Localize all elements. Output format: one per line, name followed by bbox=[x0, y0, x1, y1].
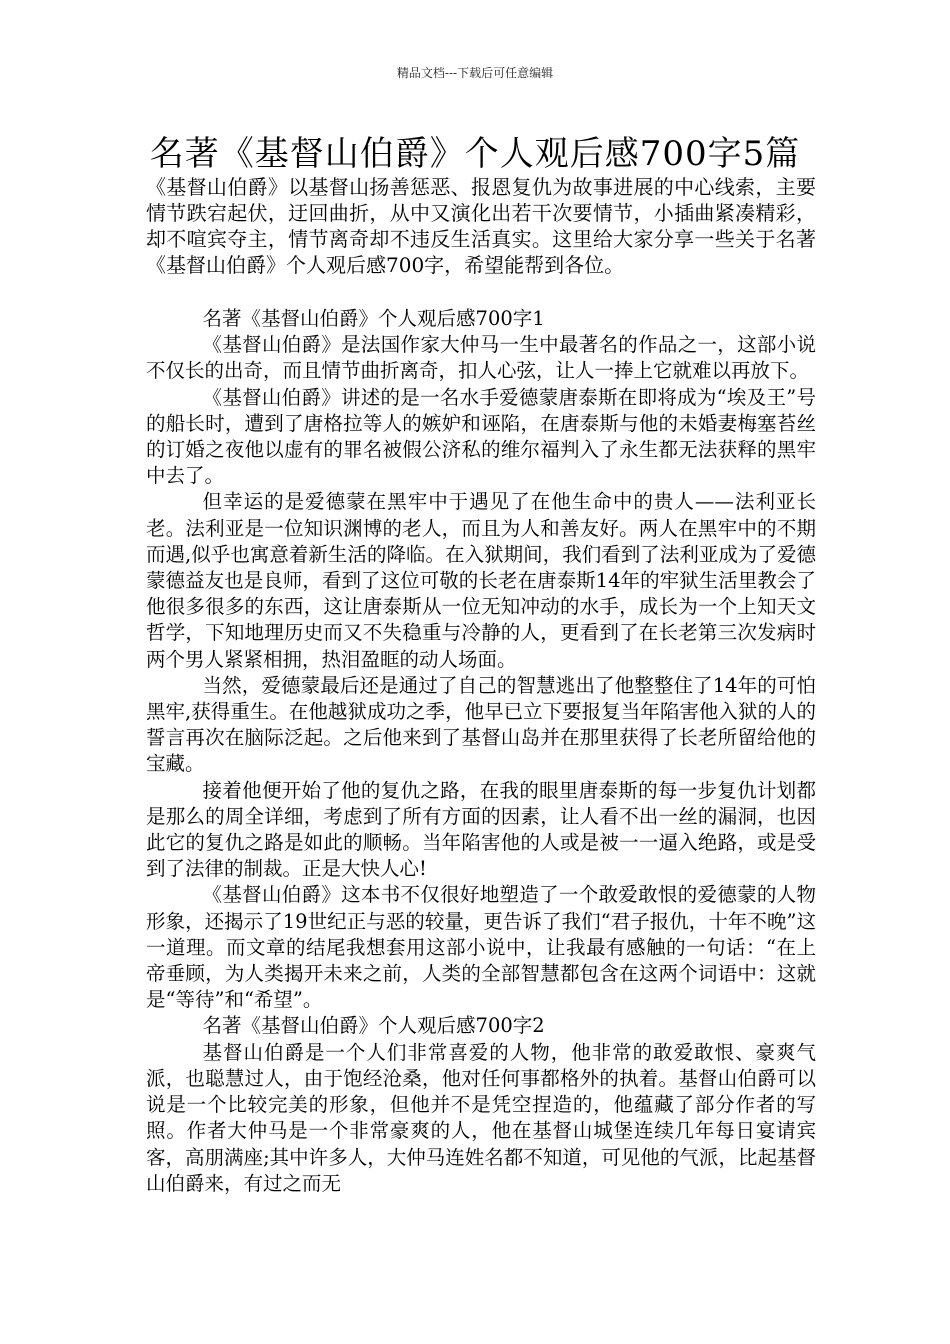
paragraph: 基督山伯爵是一个人们非常喜爱的人物，他非常的敢爱敢恨、豪爽气派，也聪慧过人，由于饱经沧桑，他对任何事都格外的执着。基督山伯爵可以说是一个比较完美的形象，但他并不是凭空捏造的，他蕴藏了部分作者的写照。作者大仲马是一个非常豪爽的人，他在基督山城堡连续几年每日宴请宾客，高朋满座;其中许多人，大仲马连姓名都不知道，可见他的气派，比起基督山伯爵来，有过之而无 bbox=[146, 1040, 816, 1195]
paragraph: 接着他便开始了他的复仇之路，在我的眼里唐泰斯的每一步复仇计划都是那么的周全详细，考虑到了所有方面的因素，让人看不出一丝的漏洞，也因此它的复仇之路是如此的顺畅。当年陷害他的人或是被一一逼入绝路，或是受到了法律的制裁。正是大快人心! bbox=[146, 778, 816, 881]
section-heading-1: 名著《基督山伯爵》个人观后感700字1 bbox=[202, 307, 545, 330]
paragraph: 《基督山伯爵》是法国作家大仲马一生中最著名的作品之一，这部小说不仅长的出奇，而且情节曲折离奇，扣人心弦，让人一捧上它就难以再放下。 bbox=[146, 333, 816, 383]
section-heading-2: 名著《基督山伯爵》个人观后感700字2 bbox=[202, 1014, 545, 1038]
page-header: 精品文档---下载后可任意编辑 bbox=[396, 66, 554, 80]
paragraph: 《基督山伯爵》讲述的是一名水手爱德蒙唐泰斯在即将成为“埃及王”号的船长时，遭到了唐格拉等人的嫉妒和诬陷，在唐泰斯与他的未婚妻梅塞苔丝的订婚之夜他以虚有的罪名被假公济私的维尔福判入了永生都无法获释的黑牢中去了。 bbox=[146, 385, 816, 488]
paragraph: 当然，爱德蒙最后还是通过了自己的智慧逃出了他整整住了14年的可怕黑牢,获得重生。在他越狱成功之季，他早已立下要报复当年陷害他入狱的人的誓言再次在脑际泛起。之后他来到了基督山岛并在那里获得了长老所留给他的宝藏。 bbox=[146, 673, 816, 776]
intro-paragraph: 《基督山伯爵》以基督山扬善惩恶、报恩复仇为故事进展的中心线索，主要情节跌宕起伏，迂回曲折，从中又演化出若干次要情节，小插曲紧凑精彩，却不喧宾夺主，情节离奇却不违反生活真实。这里给大家分享一些关于名著《基督山伯爵》个人观后感700字，希望能帮到各位。 bbox=[146, 175, 816, 277]
paragraph: 但幸运的是爱德蒙在黑牢中于遇见了在他生命中的贵人——法利亚长老。法利亚是一位知识渊博的老人，而且为人和善友好。两人在黑牢中的不期而遇,似乎也寓意着新生活的降临。在入狱期间，我们看到了法利亚成为了爱德蒙德益友也是良师，看到了这位可敬的长老在唐泰斯14年的牢狱生活里教会了他很多很多的东西，这让唐泰斯从一位无知冲动的水手，成长为一个上知天文哲学，下知地理历史而又不失稳重与冷静的人，更看到了在长老第三次发病时两个男人紧紧相拥，热泪盈眶的动人场面。 bbox=[146, 490, 816, 671]
document-title: 名著《基督山伯爵》个人观后感700字5篇 bbox=[149, 134, 801, 174]
blank-line bbox=[146, 278, 816, 304]
document-body bbox=[146, 174, 816, 1197]
paragraph: 《基督山伯爵》这本书不仅很好地塑造了一个敢爱敢恨的爱德蒙的人物形象，还揭示了19世纪正与恶的较量，更告诉了我们“君子报仇，十年不晚”这一道理。而文章的结尾我想套用这部小说中，让我最有感触的一句话：“在上帝垂顾，为人类揭开未来之前，人类的全部智慧都包含在这两个词语中：这就是“等待”和“希望”。 bbox=[146, 883, 816, 1012]
